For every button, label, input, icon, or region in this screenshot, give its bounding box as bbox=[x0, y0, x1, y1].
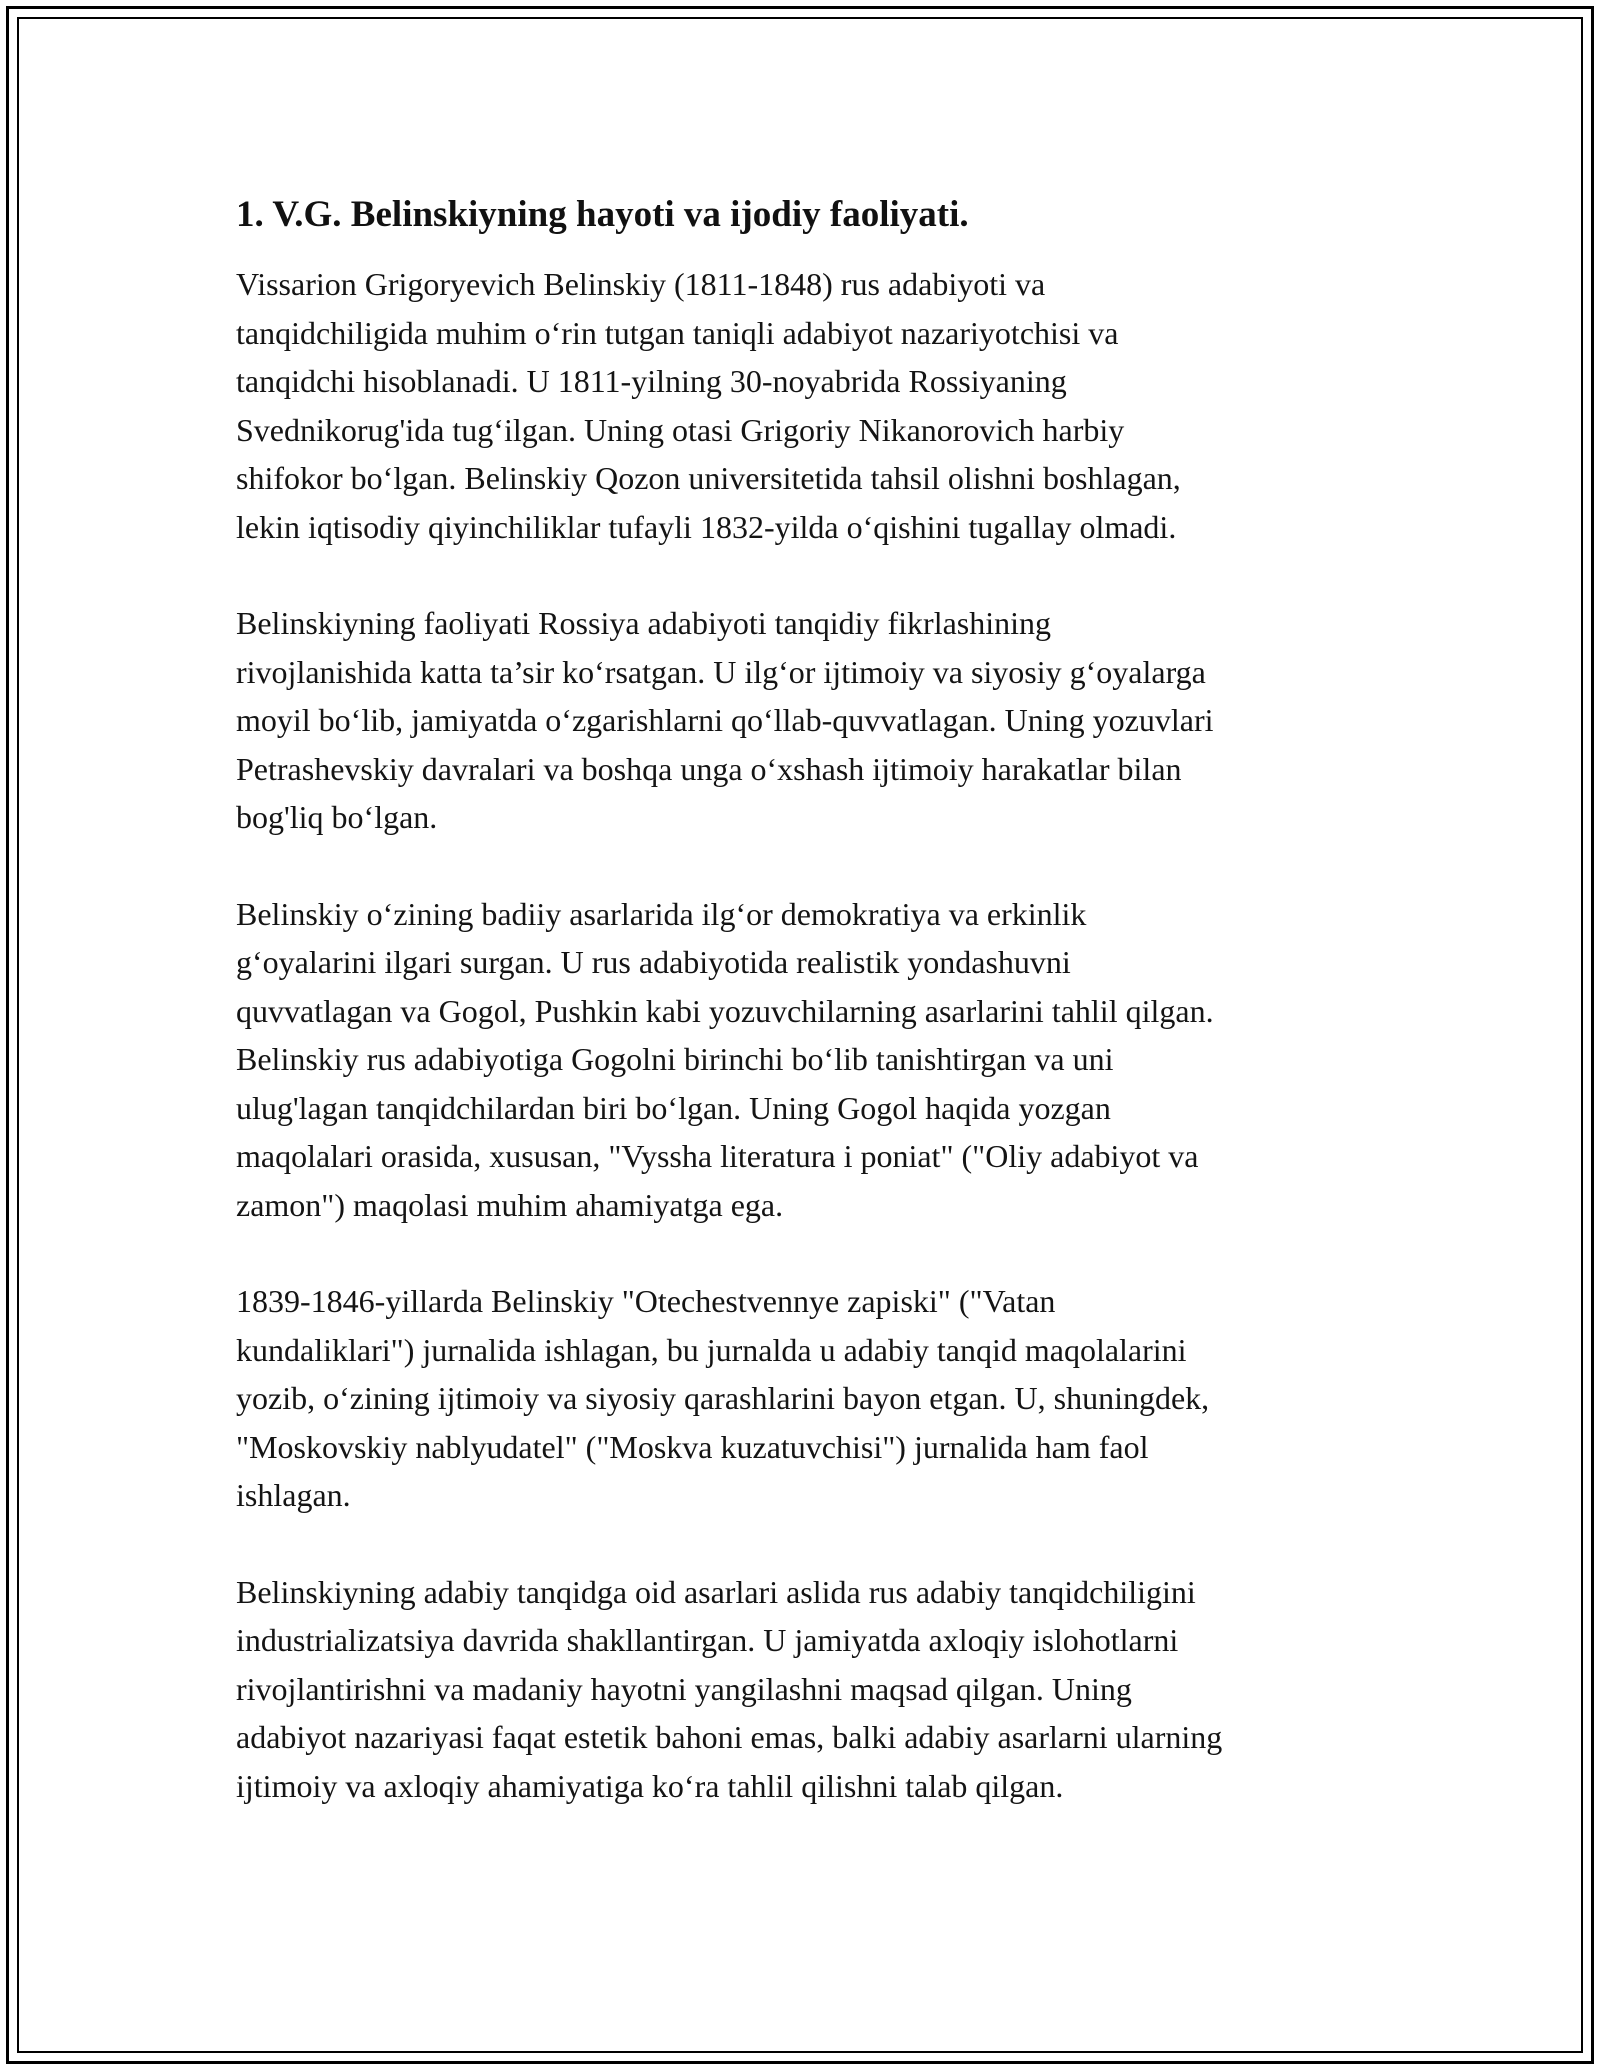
document-body bbox=[236, 192, 1386, 1858]
text-line: Belinskiy o‘zining badiiy asarlarida ilg‘or demokratiya va erkinlik bbox=[236, 895, 1087, 932]
text-line: tanqidchi hisoblanadi. U 1811-yilning 30-noyabrida Rossiyaning bbox=[236, 363, 1067, 399]
text-line: zamon") maqolasi muhim ahamiyatga ega. bbox=[236, 1186, 784, 1223]
text-line: industrializatsiya davrida shakllantirgan. U jamiyatda axloqiy islohotlarni bbox=[236, 1622, 1179, 1658]
text-line: quvvatlagan va Gogol, Pushkin kabi yozuvchilarning asarlarini tahlil qilgan. bbox=[236, 992, 1214, 1029]
text-line: Belinskiyning faoliyati Rossiya adabiyoti tanqidiy fikrlashining bbox=[236, 605, 1052, 641]
text-line: shifokor bo‘lgan. Belinskiy Qozon universitetida tahsil olishni boshlagan, bbox=[236, 460, 1181, 496]
text-line: 1839-1846-yillarda Belinskiy "Otechestvennye zapiski" ("Vatan bbox=[236, 1283, 1056, 1319]
text-line: ulug'lagan tanqidchilardan biri bo‘lgan. Uning Gogol haqida yozgan bbox=[236, 1089, 1111, 1126]
document-title: 1. V.G. Belinskiyning hayoti va ijodiy faoliyati. bbox=[236, 194, 969, 235]
text-line: rivojlanishida katta ta’sir ko‘rsatgan. U ilg‘or ijtimoiy va siyosiy g‘oyalarga bbox=[236, 653, 1206, 690]
text-line: kundaliklari") jurnalida ishlagan, bu jurnalda u adabiy tanqid maqolalarini bbox=[236, 1331, 1187, 1368]
paragraph-influence bbox=[236, 599, 1386, 842]
text-line: moyil bo‘lib, jamiyatda o‘zgarishlarni qo‘llab-quvvatlagan. Uning yozuvlari bbox=[236, 702, 1214, 738]
paragraph-biography bbox=[236, 260, 1386, 551]
paragraph-works bbox=[236, 890, 1386, 1230]
text-line: maqolalari orasida, xususan, "Vyssha literatura i poniat" ("Oliy adabiyot va bbox=[236, 1138, 1199, 1174]
text-line: ishlagan. bbox=[236, 1477, 351, 1513]
text-line: Belinskiy rus adabiyotiga Gogolni birinchi bo‘lib tanishtirgan va uni bbox=[236, 1041, 1114, 1077]
paragraph-legacy bbox=[236, 1568, 1386, 1811]
text-line: tanqidchiligida muhim o‘rin tutgan taniqli adabiyot nazariyotchisi va bbox=[236, 314, 1119, 351]
text-line: "Moskovskiy nablyudatel" ("Moskva kuzatuvchisi") jurnalida ham faol bbox=[236, 1428, 1149, 1465]
text-line: yozib, o‘zining ijtimoiy va siyosiy qarashlarini bayon etgan. U, shuningdek, bbox=[236, 1380, 1210, 1416]
text-line: ijtimoiy va axloqiy ahamiyatiga ko‘ra tahlil qilishni talab qilgan. bbox=[236, 1767, 1064, 1804]
text-line: rivojlantirishni va madaniy hayotni yangilashni maqsad qilgan. Uning bbox=[236, 1670, 1132, 1707]
paragraph-journals bbox=[236, 1277, 1386, 1520]
text-line: Svednikorug'ida tug‘ilgan. Uning otasi Grigoriy Nikanorovich harbiy bbox=[236, 411, 1125, 448]
text-line: adabiyot nazariyasi faqat estetik bahoni emas, balki adabiy asarlarni ularning bbox=[236, 1719, 1223, 1755]
text-line: g‘oyalarini ilgari surgan. U rus adabiyotida realistik yondashuvni bbox=[236, 944, 1071, 980]
text-line: Petrashevskiy davralari va boshqa unga o‘xshash ijtimoiy harakatlar bilan bbox=[236, 750, 1182, 787]
text-line: Vissarion Grigoryevich Belinskiy (1811-1848) rus adabiyoti va bbox=[236, 266, 1046, 302]
text-line: Belinskiyning adabiy tanqidga oid asarlari aslida rus adabiy tanqidchiligini bbox=[236, 1573, 1196, 1610]
text-line: lekin iqtisodiy qiyinchiliklar tufayli 1832-yilda o‘qishini tugallay olmadi. bbox=[236, 508, 1177, 545]
text-line: bog'liq bo‘lgan. bbox=[236, 799, 438, 835]
